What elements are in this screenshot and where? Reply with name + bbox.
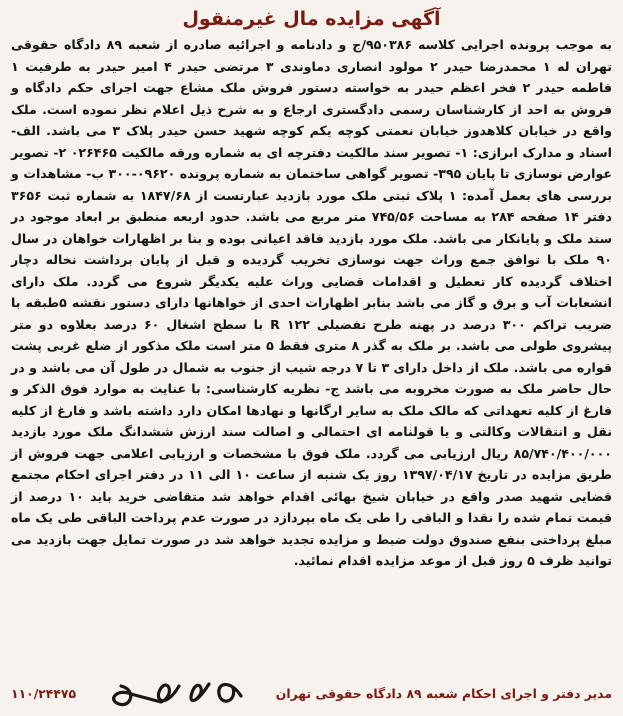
notice-footer xyxy=(11,678,612,708)
reference-number: ۱۱۰/۲۴۴۷۵ xyxy=(11,685,77,701)
signature-line: مدیر دفتر و اجرای احکام شعبه ۸۹ دادگاه حقوقی تهران xyxy=(275,685,612,701)
handwritten-signature-icon xyxy=(91,676,261,710)
notice-body: به موجب پرونده اجرایی کلاسه ۹۵۰۳۸۶/ج و دادنامه و اجرائیه صادره از شعبه ۸۹ دادگاه حقوقی تهران له ۱ محمدرضا حیدر ۲ مولود انصاری دماوندی ۳ مرتضی حیدر ۴ امیر حیدر به طرفیت ۱ فاطمه حیدر ۲ فخر اعظم حیدر به خواسته دستور فروش ملک مشاع جهت اجرای حکم دادگاه و فروش به احد از کارشناسان رسمی دادگستری ارجاع و به شرح ذیل اعلام نظر نموده است. ملک واقع در خیابان کلاهدوز خیابان نعمتی کوچه یکم کوچه شهید حسن حیدر پلاک ۳ می باشد. الف- اسناد و مدارک ابرازی: ۱- تصویر سند مالکیت دفترچه ای به شماره ورقه مالکیت ۰۲۶۴۶۵ ۲- تصویر عوارض نوسازی تا پایان ۳۹۵- تصویر گواهی ساختمان به شماره پرونده ۰۹۶۲۰-۳۰۰ ب- مشاهدات و بررسی های بعمل آمده: ۱ پلاک ثبتی ملک مورد بازدید عبارتست از ۱۸۴۷/۶۸ به شماره ثبت ۳۶۵۶ دفتر ۱۴ صفحه ۲۸۴ به مساحت ۷۴۵/۵۶ متر مربع می باشد. حدود اربعه منطبق بر ابعاد موجود در سند ملک و پایانکار می باشد. ملک مورد بازدید فاقد اعیانی بوده و بنا بر اظهارات خواهان در سال ۹۰ ملک با توافق جمع وراث جهت نوسازی تخریب گردیده و قبل از پایان برداشت نخاله دچار اختلاف گردیده کار تعطیل و اقدامات قضایی وراث علیه یکدیگر شروع می گردد. ملک دارای انشعابات آب و برق و گاز می باشد بنابر اظهارات احدی از خواهانها دارای دستور نقشه ۵طبقه با ضریب تراکم ۳۰۰ درصد در پهنه طرح تفضیلی R ۱۲۲ با سطح اشغال ۶۰ درصد بعلاوه دو متر پیشروی طولی می باشد. بر ملک به گذر ۸ متری فقط ۵ متر است ملک مذکور از ضلع غربی پشت قواره می باشد. ملک از داخل دارای ۳ تا ۷ درجه شیب از جنوب به شمال در طول آن می باشد و در حال حاضر ملک به صورت مخروبه می باشد ج- نظریه کارشناسی: با عنایت به موارد فوق الذکر و فارغ از کلیه تعهداتی که مالک ملک به سایر ارگانها و نهادها امکان دارد داشته باشد و فارغ از کلیه نقل و انتقالات وکالتی و یا قولنامه ای احتمالی و اصالت سند ارزش ششدانگ ملک مورد بازدید ۸۵/۷۴۰/۴۰۰/۰۰۰ ریال ارزیابی می گردد. ملک فوق با مشخصات و ارزیابی اعلامی جهت فروش از طریق مزایده در تاریخ ۱۳۹۷/۰۴/۱۷ روز یک شنبه از ساعت ۱۰ الی ۱۱ در دفتر اجرای احکام مجتمع قضایی شهید صدر واقع در خیابان شیخ بهائی اقدام خواهد شد متقاضی خرید باید ۱۰ درصد از قیمت تمام شده را نقدا و الباقی را طی یک ماه بپردازد در صورت عدم پرداخت الباقی طی یک ماه مبلغ پرداختی بنفع صندوق دولت ضبط و مزایده تجدید خواهد شد در صورت تمایل جهت بازدید می توانید ظرف ۵ روز قبل از موعد مزایده اقدام نمائید. xyxy=(11,37,613,568)
notice-title: آگهی مزایده مال غیرمنقول xyxy=(182,8,441,30)
